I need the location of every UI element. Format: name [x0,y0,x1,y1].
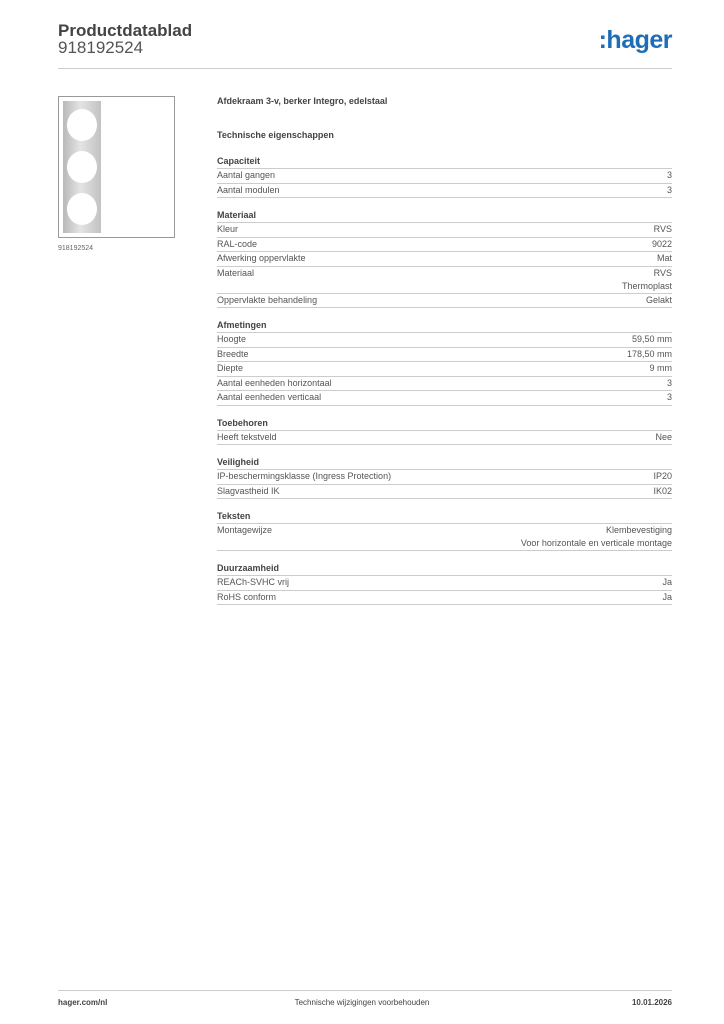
spec-row [217,223,672,238]
spec-value-line: 9 mm [649,363,672,373]
spec-row [217,252,672,267]
spec-value-line: IP20 [653,471,672,481]
spec-row [217,294,672,309]
footer-website[interactable]: hager.com/nl [58,998,108,1007]
spec-value-line: Klembevestiging [605,525,672,535]
spec-value-line: Gelakt [645,294,672,305]
section-heading: Veiligheid [217,456,672,470]
spec-value [632,333,672,347]
spec-row [217,184,672,199]
spec-value [622,267,672,293]
spec-row [217,348,672,363]
spec-value [521,524,672,550]
spec-row [217,362,672,377]
spec-value [662,591,672,605]
spec-section [217,510,672,551]
spec-label: Aantal eenheden horizontaal [217,377,332,388]
spec-label: Afwerking oppervlakte [217,253,306,263]
spec-section [217,209,672,308]
section-subtitle: Technische eigenschappen [217,130,334,140]
spec-label: Hoogte [217,334,247,344]
hager-logo: :hager [598,26,672,54]
spec-row [217,431,672,446]
product-image [58,96,175,238]
spec-value [650,362,673,376]
spec-row [217,267,672,294]
footer-divider [58,990,672,991]
spec-value-line: Ja [662,591,672,602]
spec-value [653,485,672,499]
spec-value-line: Nee [655,431,672,442]
spec-label: Diepte [217,363,244,373]
spec-section [217,456,672,499]
spec-section [217,562,672,605]
spec-row [217,485,672,500]
spec-row [217,524,672,551]
spec-value [667,377,672,391]
image-caption: 918192524 [58,245,94,252]
spec-value [667,184,672,198]
spec-row [217,333,672,348]
spec-label: IP-beschermingsklasse (Ingress Protection) [217,471,392,481]
spec-value [655,431,672,445]
spec-label: Kleur [217,224,239,234]
spec-value-line: 3 [666,170,672,180]
spec-value [646,294,672,308]
spec-label: Aantal eenheden verticaal [217,392,322,402]
spec-label: Materiaal [217,267,255,278]
spec-label: Oppervlakte behandeling [217,294,318,305]
header-divider [58,68,672,69]
spec-label: Breedte [217,348,249,359]
spec-row [217,238,672,253]
spec-value-line: 59,50 mm [631,334,672,344]
spec-label: Slagvastheid IK [217,485,280,496]
section-heading: Teksten [217,510,672,524]
spec-row [217,169,672,184]
spec-value [653,470,672,484]
spec-value-line: 9022 [651,238,672,249]
spec-value-line: 3 [666,392,672,402]
product-details [217,96,672,605]
spec-label: Aantal gangen [217,170,276,180]
spec-row [217,591,672,606]
spec-value-line: Thermoplast [621,280,672,291]
spec-value [667,391,672,405]
spec-value [654,223,672,237]
spec-value [627,348,672,362]
document-number: 918192524 [58,38,144,57]
spec-row [217,377,672,392]
spec-label: Heeft tekstveld [217,431,277,442]
spec-value-line: RVS [653,224,672,234]
spec-label: RAL-code [217,238,258,249]
section-heading: Materiaal [217,209,672,223]
section-heading: Afmetingen [217,319,672,333]
spec-label: Aantal modulen [217,184,280,195]
spec-value [667,169,672,183]
spec-row [217,470,672,485]
product-name: Afdekraam 3-v, berker Integro, edelstaal [217,96,388,106]
spec-value-line: 178,50 mm [626,348,672,359]
section-heading: Toebehoren [217,417,672,431]
spec-value-line: Ja [662,577,672,587]
spec-value [657,252,672,266]
spec-row [217,576,672,591]
spec-value-line: Voor horizontale en verticale montage [520,538,672,548]
frame-opening [67,109,97,141]
cover-frame-picture [63,101,101,233]
spec-section [217,155,672,198]
spec-value-line: Mat [656,253,672,263]
frame-opening [67,151,97,183]
spec-value-line: RVS [653,267,672,278]
page-title: Productdatablad [58,21,193,40]
frame-opening [67,193,97,225]
spec-label: Montagewijze [217,525,273,535]
section-heading: Capaciteit [217,155,672,169]
spec-section [217,319,672,406]
spec-label: RoHS conform [217,591,277,602]
footer-disclaimer: Technische wijzigingen voorbehouden [294,998,430,1007]
spec-value-line: 3 [666,377,672,388]
spec-value-line: IK02 [653,485,672,496]
spec-value [662,576,672,590]
spec-row [217,391,672,406]
footer-date: 10.01.2026 [631,998,672,1007]
spec-section [217,417,672,446]
spec-label: REACh-SVHC vrij [217,577,290,587]
specification-sections [217,155,672,605]
spec-value [652,238,672,252]
section-heading: Duurzaamheid [217,562,672,576]
spec-value-line: 3 [666,184,672,195]
